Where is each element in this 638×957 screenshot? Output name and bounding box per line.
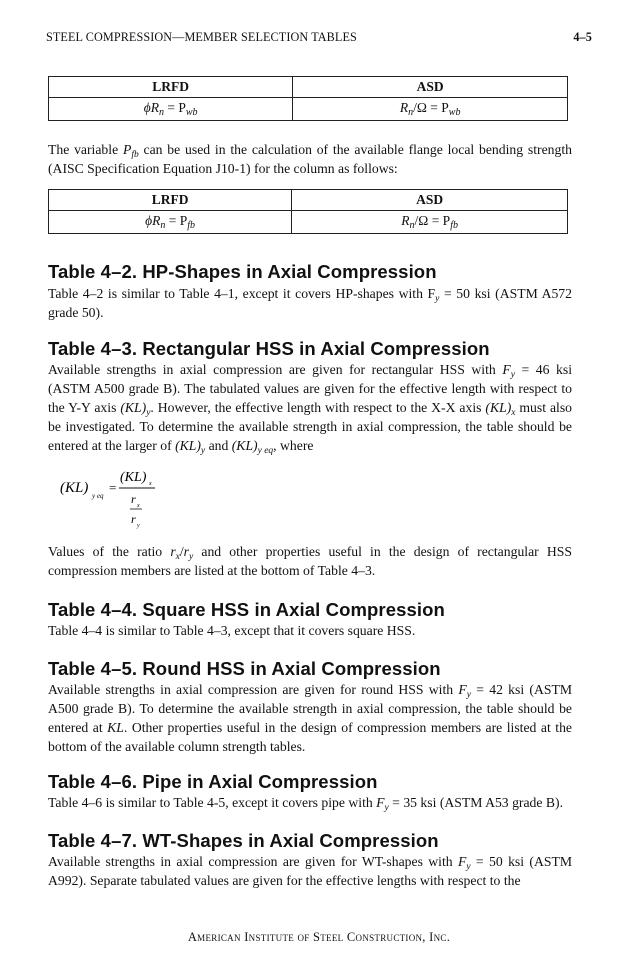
variable-sub: y bbox=[189, 552, 194, 562]
heading-table-4-7: Table 4–7. WT-Shapes in Axial Compression bbox=[48, 830, 439, 851]
paragraph-table-4-6 bbox=[48, 793, 572, 812]
paragraph-pfb bbox=[48, 140, 572, 178]
eq-rhs: = P bbox=[165, 213, 188, 228]
eq-lhs-sub: n bbox=[409, 220, 415, 231]
text: = 46 ksi (ASTM A500 grade B). The tabulated values are given for the effective length with respect to the Y-Y axis bbox=[48, 362, 572, 415]
eq-mid: /Ω = P bbox=[414, 213, 451, 228]
paragraph-table-4-3 bbox=[48, 360, 572, 455]
text: Available strengths in axial compression are given for WT-shapes with bbox=[48, 854, 458, 869]
text: = 50 ksi (ASTM A992). Separate tabulated values are given for the effective lengths with respect to the bbox=[48, 854, 573, 888]
variable: r bbox=[170, 544, 176, 559]
running-title: STEEL COMPRESSION—MEMBER SELECTION TABLES bbox=[46, 30, 357, 44]
heading-table-4-5: Table 4–5. Round HSS in Axial Compression bbox=[48, 658, 441, 679]
text: can be used in the calculation of the available flange local bending strength (AISC Specification Equation J10-1) for the column as follows: bbox=[48, 142, 572, 176]
eq-den-num: r bbox=[131, 492, 136, 506]
eq-den-den: r bbox=[131, 512, 136, 526]
text: Values of the ratio bbox=[48, 544, 171, 559]
eq-lhs: ϕR bbox=[145, 213, 161, 228]
table-header-asd: ASD bbox=[293, 77, 568, 98]
text: Available strengths in axial compression are given for rectangular HSS with bbox=[48, 362, 503, 377]
text: = 42 ksi (ASTM A500 grade B). To determine the available strength in axial compression, the table should be entered at bbox=[48, 682, 573, 735]
text: . However, the effective length with respect to the X-X axis bbox=[150, 400, 486, 415]
table-header-lrfd: LRFD bbox=[49, 77, 293, 98]
eq-den-num-sub: x bbox=[137, 503, 140, 509]
asd-equation bbox=[293, 98, 568, 121]
paragraph-table-4-7 bbox=[48, 852, 572, 890]
text: . Other properties useful in the design of compression members are listed at the bottom of the available column strength tables. bbox=[48, 720, 572, 754]
heading-table-4-4: Table 4–4. Square HSS in Axial Compression bbox=[48, 599, 445, 620]
text: and other properties useful in the design of rectangular HSS compression members are listed at the bottom of Table 4–3. bbox=[48, 544, 572, 578]
paragraph-table-4-2 bbox=[48, 284, 572, 322]
equation-kl-y-eq bbox=[60, 466, 180, 536]
footer-publisher: American Institute of Steel Construction, Inc. bbox=[187, 930, 451, 944]
heading-table-4-6: Table 4–6. Pipe in Axial Compression bbox=[48, 771, 378, 792]
text: must also be investigated. To determine the available strength in axial compression, the table should be entered at the larger of bbox=[48, 400, 572, 453]
equation-graphic bbox=[60, 466, 180, 536]
eq-mid: /Ω = P bbox=[413, 100, 449, 115]
variable: r bbox=[183, 544, 189, 559]
eq-lhs-sub: y eq bbox=[92, 492, 104, 500]
lrfd-asd-table-wb bbox=[48, 76, 568, 121]
asd-equation bbox=[292, 211, 568, 234]
variable: (KL) bbox=[175, 438, 201, 453]
variable-sub: x bbox=[511, 408, 516, 418]
text: The variable bbox=[48, 142, 123, 157]
eq-lhs-sub: n bbox=[408, 107, 414, 118]
eq-numerator-sub: x bbox=[149, 481, 152, 487]
eq-lhs: ϕR bbox=[143, 100, 159, 115]
variable: F bbox=[502, 362, 511, 377]
text: , where bbox=[273, 438, 314, 453]
eq-lhs-sub: n bbox=[160, 220, 166, 231]
eq-lhs: R bbox=[401, 213, 410, 228]
page-footer bbox=[0, 930, 638, 945]
eq-numerator: (KL) bbox=[120, 470, 147, 485]
variable-sub: y bbox=[146, 408, 151, 418]
eq-equals: = bbox=[109, 480, 117, 495]
variable-sub: y bbox=[200, 446, 206, 456]
text: Table 4–2 is similar to Table 4–1, except it covers HP-shapes with F bbox=[48, 286, 436, 301]
lrfd-asd-table-fb bbox=[48, 189, 568, 234]
variable: F bbox=[376, 795, 385, 810]
eq-rhs: = P bbox=[164, 100, 186, 115]
eq-lhs: R bbox=[399, 100, 409, 115]
paragraph-rx-ry bbox=[48, 542, 572, 580]
text: and bbox=[205, 438, 232, 453]
variable: KL bbox=[107, 720, 124, 735]
table-header-lrfd: LRFD bbox=[49, 190, 292, 211]
variable-sub: y bbox=[384, 803, 389, 813]
variable-sub: fb bbox=[131, 150, 139, 160]
text: / bbox=[179, 544, 184, 559]
table-header-asd: ASD bbox=[292, 190, 568, 211]
lrfd-equation bbox=[49, 211, 292, 234]
variable-sub: y bbox=[466, 862, 471, 872]
variable: F bbox=[457, 854, 467, 869]
heading-table-4-3: Table 4–3. Rectangular HSS in Axial Compression bbox=[48, 338, 490, 359]
text: = 50 ksi (ASTM A572 grade 50). bbox=[48, 286, 572, 320]
running-header bbox=[46, 30, 592, 45]
text: = 35 ksi (ASTM A53 grade B). bbox=[388, 795, 563, 810]
variable: F bbox=[458, 682, 467, 697]
eq-rhs-sub: fb bbox=[187, 220, 196, 231]
variable-sub: y eq bbox=[257, 446, 274, 456]
eq-rhs-sub: wb bbox=[185, 107, 198, 118]
eq-den-den-sub: y bbox=[137, 523, 140, 529]
eq-rhs-sub: wb bbox=[448, 107, 461, 118]
variable-sub: x bbox=[175, 552, 180, 562]
text: Table 4–6 is similar to Table 4-5, except it covers pipe with bbox=[48, 795, 377, 810]
variable-sub: y bbox=[510, 370, 515, 380]
lrfd-equation bbox=[49, 98, 293, 121]
page-number: 4–5 bbox=[573, 30, 592, 44]
heading-table-4-2: Table 4–2. HP-Shapes in Axial Compression bbox=[48, 261, 437, 282]
variable-sub: y bbox=[435, 294, 440, 304]
eq-rhs-sub: fb bbox=[450, 220, 458, 231]
variable: (KL) bbox=[231, 438, 258, 453]
variable: (KL) bbox=[120, 400, 147, 415]
text: Available strengths in axial compression are given for round HSS with bbox=[48, 682, 459, 697]
paragraph-table-4-5 bbox=[48, 680, 572, 756]
paragraph-table-4-4: Table 4–4 is similar to Table 4–3, except that it covers square HSS. bbox=[48, 623, 416, 638]
variable: P bbox=[122, 142, 132, 157]
eq-lhs-sub: n bbox=[159, 107, 164, 118]
variable: (KL) bbox=[485, 400, 512, 415]
eq-lhs: (KL) bbox=[60, 480, 89, 496]
variable-sub: y bbox=[466, 690, 471, 700]
